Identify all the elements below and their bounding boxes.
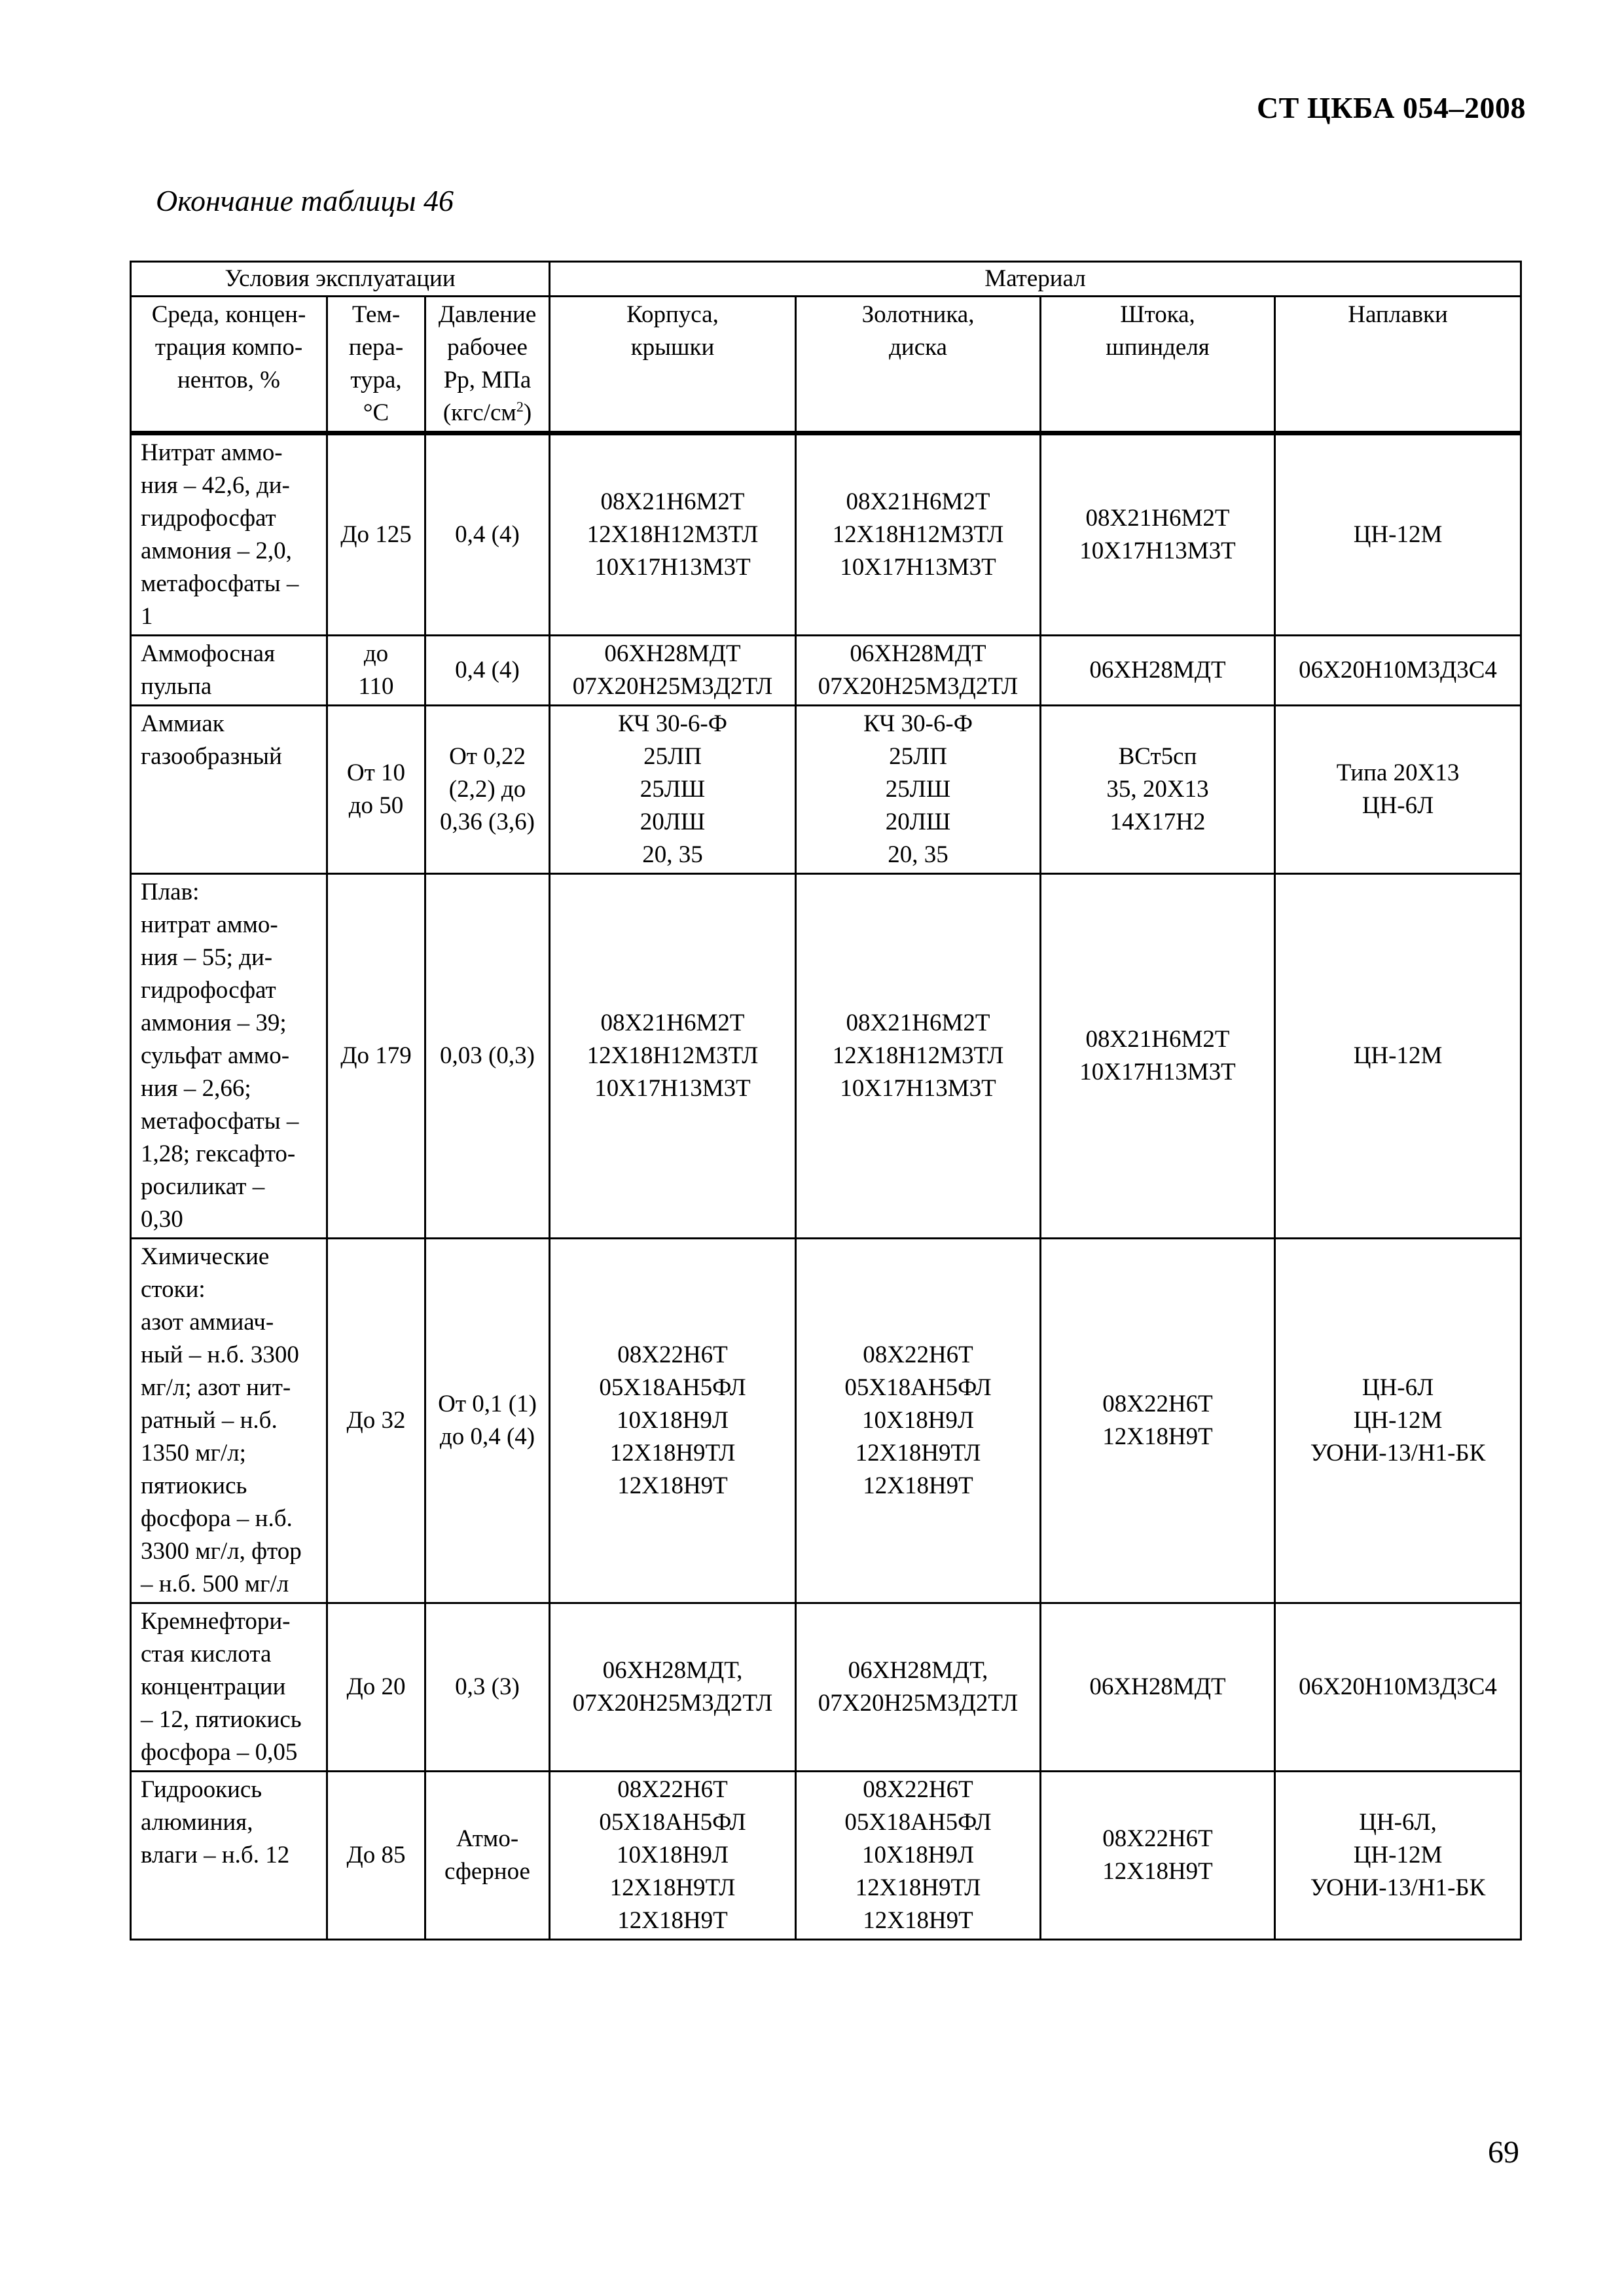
- cell-environment-line: ния – 42,6, ди-: [141, 472, 290, 499]
- cell-pressure: [425, 874, 550, 1239]
- cell-spool-material: [796, 1239, 1041, 1603]
- cell-spool-material-line: 12Х18Н9ТЛ: [855, 1874, 981, 1901]
- cell-spool-material-line: 06ХН28МДТ: [850, 640, 986, 667]
- cell-environment-line: стоки:: [141, 1276, 206, 1303]
- cell-environment-line: концентрации: [141, 1673, 286, 1700]
- cell-body-material: [550, 1239, 796, 1603]
- cell-temperature-line: 110: [358, 673, 394, 700]
- cell-temperature-line: До 20: [346, 1673, 406, 1700]
- cell-pressure: [425, 1772, 550, 1940]
- cell-stem-material-line: 06ХН28МДТ: [1089, 657, 1226, 683]
- cell-surfacing-material-line: ЦН-12М: [1353, 1042, 1443, 1069]
- cell-pressure: [425, 1603, 550, 1772]
- col-header-stem: [1041, 297, 1275, 433]
- cell-environment-line: Аммофосная: [141, 640, 276, 667]
- col-header-environment-line: трация компо-: [154, 334, 303, 361]
- table-row: [131, 1603, 1521, 1772]
- cell-environment: [131, 1603, 327, 1772]
- cell-spool-material-line: 07Х20Н25М3Д2ТЛ: [818, 1690, 1019, 1717]
- cell-environment-line: Плав:: [141, 879, 200, 905]
- cell-stem-material: [1041, 1603, 1275, 1772]
- cell-environment-line: росиликат –: [141, 1173, 265, 1200]
- cell-environment-line: 1,28; гексафто-: [141, 1140, 296, 1167]
- cell-surfacing-material-line: ЦН-12М: [1353, 1842, 1443, 1868]
- pressure-unit-exponent: 2: [516, 398, 524, 415]
- cell-surfacing-material-line: ЦН-6Л,: [1359, 1809, 1437, 1836]
- cell-spool-material-line: 05Х18АН5ФЛ: [844, 1809, 992, 1836]
- cell-environment-line: – н.б. 500 мг/л: [141, 1571, 289, 1597]
- cell-environment-line: фосфора – 0,05: [141, 1739, 298, 1766]
- cell-spool-material-line: 10Х17Н13М3Т: [840, 554, 996, 581]
- cell-environment-line: метафосфаты –: [141, 1108, 299, 1135]
- cell-temperature-line: до: [363, 640, 389, 667]
- cell-spool-material: [796, 1772, 1041, 1940]
- cell-spool-material-line: 05Х18АН5ФЛ: [844, 1374, 992, 1401]
- cell-surfacing-material: [1275, 636, 1521, 706]
- table-row: [131, 706, 1521, 874]
- cell-environment-line: 3300 мг/л, фтор: [141, 1538, 302, 1565]
- table-caption: Окончание таблицы 46: [156, 184, 454, 217]
- cell-surfacing-material-line: 06Х20Н10М3Д3С4: [1299, 1673, 1497, 1700]
- group-header-material: Материал: [550, 262, 1521, 297]
- cell-spool-material-line: 12Х18Н9Т: [863, 1472, 973, 1499]
- cell-body-material-line: 10Х17Н13М3Т: [594, 554, 751, 581]
- cell-environment-line: ния – 55; ди-: [141, 944, 273, 971]
- cell-spool-material-line: 10Х18Н9Л: [861, 1407, 975, 1434]
- cell-environment-line: гидрофосфат: [141, 505, 276, 532]
- cell-surfacing-material-line: ЦН-12М: [1353, 521, 1443, 548]
- cell-body-material: [550, 1603, 796, 1772]
- cell-stem-material-line: 08Х21Н6М2Т: [1085, 1026, 1230, 1053]
- cell-body-material-line: 08Х22Н6Т: [617, 1341, 728, 1368]
- cell-body-material-line: 06ХН28МДТ: [604, 640, 741, 667]
- cell-stem-material: [1041, 1772, 1275, 1940]
- cell-spool-material-line: 20ЛШ: [885, 809, 951, 835]
- cell-stem-material: [1041, 433, 1275, 636]
- cell-environment-line: фосфора – н.б.: [141, 1505, 293, 1532]
- cell-environment-line: Аммиак: [141, 710, 225, 737]
- cell-temperature-line: От 10: [346, 759, 406, 786]
- col-header-spool: [796, 297, 1041, 433]
- cell-body-material-line: 05Х18АН5ФЛ: [599, 1809, 746, 1836]
- cell-spool-material-line: КЧ 30-6-Ф: [863, 710, 973, 737]
- cell-environment-line: стая кислота: [141, 1641, 272, 1667]
- cell-stem-material: [1041, 1239, 1275, 1603]
- cell-temperature-line: до 50: [348, 792, 404, 819]
- cell-body-material-line: 12Х18Н12М3ТЛ: [586, 521, 759, 548]
- document-id: СТ ЦКБА 054–2008: [1256, 91, 1526, 124]
- col-header-temperature-line: пера-: [348, 334, 404, 361]
- cell-body-material-line: 08Х21Н6М2Т: [600, 488, 745, 515]
- cell-pressure-line: 0,03 (0,3): [440, 1042, 535, 1069]
- cell-body-material-line: 20ЛШ: [640, 809, 706, 835]
- cell-spool-material: [796, 874, 1041, 1239]
- cell-environment-line: нитрат аммо-: [141, 911, 278, 938]
- cell-body-material-line: 25ЛШ: [640, 776, 706, 803]
- col-header-pressure-line: Рр, МПа: [443, 367, 532, 393]
- cell-environment: [131, 874, 327, 1239]
- cell-environment: [131, 636, 327, 706]
- col-header-body-line: крышки: [630, 334, 715, 361]
- cell-body-material-line: 10Х18Н9Л: [616, 1842, 729, 1868]
- cell-spool-material-line: 07Х20Н25М3Д2ТЛ: [818, 673, 1019, 700]
- cell-surfacing-material: [1275, 1603, 1521, 1772]
- col-header-spool-line: диска: [889, 334, 947, 361]
- col-header-pressure-unit: [431, 397, 543, 429]
- cell-surfacing-material-line: УОНИ-13/Н1-БК: [1310, 1874, 1486, 1901]
- col-header-spool-line: Золотника,: [861, 301, 975, 328]
- cell-body-material-line: 12Х18Н9ТЛ: [609, 1440, 736, 1467]
- cell-stem-material-line: 10Х17Н13М3Т: [1079, 1059, 1236, 1085]
- cell-spool-material-line: 10Х18Н9Л: [861, 1842, 975, 1868]
- cell-body-material: [550, 1772, 796, 1940]
- cell-surfacing-material-line: УОНИ-13/Н1-БК: [1310, 1440, 1486, 1467]
- cell-stem-material-line: 12Х18Н9Т: [1102, 1423, 1213, 1450]
- cell-stem-material-line: 08Х22Н6Т: [1102, 1391, 1213, 1417]
- page-number: 69: [1488, 2135, 1519, 2170]
- cell-pressure-line: Атмо-: [456, 1825, 519, 1852]
- cell-spool-material: [796, 1603, 1041, 1772]
- cell-environment-line: ный – н.б. 3300: [141, 1341, 299, 1368]
- cell-body-material-line: 12Х18Н12М3ТЛ: [586, 1042, 759, 1069]
- cell-spool-material-line: 08Х21Н6М2Т: [846, 488, 990, 515]
- cell-environment-line: алюминия,: [141, 1809, 253, 1836]
- cell-environment: [131, 433, 327, 636]
- table-row: [131, 636, 1521, 706]
- cell-body-material-line: 05Х18АН5ФЛ: [599, 1374, 746, 1401]
- cell-environment-line: Кремнефтори-: [141, 1608, 291, 1635]
- cell-pressure: [425, 706, 550, 874]
- cell-pressure-line: От 0,1 (1): [438, 1391, 537, 1417]
- pressure-unit-text: (кгс/см: [442, 399, 516, 426]
- cell-environment-line: газообразный: [141, 743, 282, 770]
- cell-surfacing-material: [1275, 1772, 1521, 1940]
- cell-environment-line: ния – 2,66;: [141, 1075, 251, 1102]
- cell-stem-material-line: 14Х17Н2: [1110, 809, 1206, 835]
- cell-spool-material-line: 12Х18Н12М3ТЛ: [832, 521, 1004, 548]
- cell-body-material-line: 12Х18Н9Т: [617, 1907, 728, 1934]
- cell-spool-material: [796, 706, 1041, 874]
- cell-body-material-line: 08Х21Н6М2Т: [600, 1010, 745, 1036]
- cell-temperature: [327, 706, 425, 874]
- col-header-environment-line: Среда, концен-: [151, 301, 306, 328]
- column-header-row: [131, 297, 1521, 433]
- cell-body-material: [550, 874, 796, 1239]
- col-header-stem-line: Штока,: [1120, 301, 1195, 328]
- cell-environment-line: гидрофосфат: [141, 977, 276, 1004]
- table-row: [131, 874, 1521, 1239]
- table-row: [131, 433, 1521, 636]
- cell-environment-line: пульпа: [141, 673, 212, 700]
- cell-temperature-line: До 85: [346, 1842, 406, 1868]
- materials-table: [130, 261, 1522, 1941]
- cell-body-material-line: 12Х18Н9ТЛ: [609, 1874, 736, 1901]
- cell-pressure-line: 0,4 (4): [455, 521, 520, 548]
- cell-environment-line: 0,30: [141, 1206, 183, 1233]
- cell-surfacing-material: [1275, 874, 1521, 1239]
- cell-temperature-line: До 179: [340, 1042, 412, 1069]
- pressure-unit-close: ): [523, 399, 532, 426]
- cell-spool-material-line: 08Х21Н6М2Т: [846, 1010, 990, 1036]
- cell-surfacing-material-line: Типа 20Х13: [1336, 759, 1460, 786]
- cell-stem-material-line: 06ХН28МДТ: [1089, 1673, 1226, 1700]
- cell-environment-line: аммония – 39;: [141, 1010, 287, 1036]
- cell-body-material-line: КЧ 30-6-Ф: [618, 710, 727, 737]
- cell-environment-line: Гидроокись: [141, 1776, 262, 1803]
- cell-temperature: [327, 1603, 425, 1772]
- cell-surfacing-material: [1275, 706, 1521, 874]
- col-header-environment: [131, 297, 327, 433]
- cell-environment: [131, 706, 327, 874]
- cell-stem-material-line: 35, 20Х13: [1106, 776, 1209, 803]
- cell-pressure: [425, 433, 550, 636]
- cell-environment-line: пятиокись: [141, 1472, 247, 1499]
- cell-stem-material-line: 08Х22Н6Т: [1102, 1825, 1213, 1852]
- table-row: [131, 1239, 1521, 1603]
- cell-spool-material-line: 12Х18Н9ТЛ: [855, 1440, 981, 1467]
- cell-stem-material: [1041, 874, 1275, 1239]
- cell-body-material: [550, 433, 796, 636]
- cell-environment-line: влаги – н.б. 12: [141, 1842, 290, 1868]
- col-header-temperature: [327, 297, 425, 433]
- col-header-temperature-line: тура,: [350, 367, 402, 393]
- cell-environment-line: – 12, пятиокись: [141, 1706, 302, 1733]
- cell-spool-material-line: 20, 35: [888, 841, 948, 868]
- cell-spool-material-line: 12Х18Н12М3ТЛ: [832, 1042, 1004, 1069]
- cell-body-material-line: 06ХН28МДТ,: [602, 1657, 743, 1684]
- cell-pressure-line: От 0,22: [449, 743, 526, 770]
- cell-stem-material: [1041, 706, 1275, 874]
- cell-environment-line: ратный – н.б.: [141, 1407, 278, 1434]
- col-header-pressure-line: рабочее: [447, 334, 528, 361]
- col-header-temperature-line: Тем-: [352, 301, 401, 328]
- cell-temperature: [327, 636, 425, 706]
- cell-pressure: [425, 636, 550, 706]
- cell-temperature: [327, 433, 425, 636]
- col-header-temperature-line: °С: [363, 399, 389, 426]
- cell-temperature-line: До 125: [340, 521, 412, 548]
- cell-surfacing-material: [1275, 1239, 1521, 1603]
- cell-pressure-line: сферное: [444, 1858, 530, 1885]
- cell-spool-material-line: 10Х17Н13М3Т: [840, 1075, 996, 1102]
- col-header-pressure-line: Давление: [438, 301, 537, 328]
- col-header-body: [550, 297, 796, 433]
- col-header-environment-line: нентов, %: [177, 367, 280, 393]
- cell-body-material-line: 08Х22Н6Т: [617, 1776, 728, 1803]
- cell-environment-line: Нитрат аммо-: [141, 439, 283, 466]
- group-header-conditions: Условия эксплуатации: [131, 262, 550, 297]
- cell-environment-line: метафосфаты –: [141, 570, 299, 597]
- cell-temperature: [327, 1239, 425, 1603]
- cell-spool-material-line: 08Х22Н6Т: [863, 1776, 973, 1803]
- cell-surfacing-material: [1275, 433, 1521, 636]
- col-header-surfacing-line: Наплавки: [1348, 301, 1448, 328]
- cell-environment: [131, 1239, 327, 1603]
- cell-environment-line: 1: [141, 603, 153, 630]
- cell-spool-material-line: 06ХН28МДТ,: [848, 1657, 988, 1684]
- cell-body-material-line: 25ЛП: [643, 743, 702, 770]
- cell-spool-material-line: 25ЛШ: [885, 776, 951, 803]
- cell-surfacing-material-line: ЦН-12М: [1353, 1407, 1443, 1434]
- cell-pressure-line: 0,4 (4): [455, 657, 520, 683]
- cell-surfacing-material-line: ЦН-6Л: [1362, 1374, 1434, 1401]
- cell-temperature: [327, 1772, 425, 1940]
- col-header-body-line: Корпуса,: [626, 301, 719, 328]
- cell-pressure-line: 0,3 (3): [455, 1673, 520, 1700]
- cell-environment-line: сульфат аммо-: [141, 1042, 290, 1069]
- cell-body-material: [550, 636, 796, 706]
- group-header-row: [131, 262, 1521, 297]
- cell-spool-material-line: 12Х18Н9Т: [863, 1907, 973, 1934]
- cell-pressure-line: до 0,4 (4): [439, 1423, 535, 1450]
- cell-body-material: [550, 706, 796, 874]
- cell-surfacing-material-line: ЦН-6Л: [1362, 792, 1434, 819]
- cell-pressure: [425, 1239, 550, 1603]
- col-header-pressure: [425, 297, 550, 433]
- cell-body-material-line: 07Х20Н25М3Д2ТЛ: [572, 1690, 773, 1717]
- cell-environment-line: азот аммиач-: [141, 1309, 274, 1336]
- cell-temperature: [327, 874, 425, 1239]
- cell-body-material-line: 10Х18Н9Л: [616, 1407, 729, 1434]
- cell-surfacing-material-line: 06Х20Н10М3Д3С4: [1299, 657, 1497, 683]
- cell-environment-line: Химические: [141, 1243, 270, 1270]
- cell-environment-line: 1350 мг/л;: [141, 1440, 246, 1467]
- cell-body-material-line: 07Х20Н25М3Д2ТЛ: [572, 673, 773, 700]
- cell-spool-material-line: 25ЛП: [889, 743, 947, 770]
- col-header-stem-line: шпинделя: [1106, 334, 1210, 361]
- cell-pressure-line: 0,36 (3,6): [440, 809, 535, 835]
- cell-body-material-line: 20, 35: [642, 841, 703, 868]
- col-header-surfacing: [1275, 297, 1521, 433]
- cell-spool-material-line: 08Х22Н6Т: [863, 1341, 973, 1368]
- cell-stem-material: [1041, 636, 1275, 706]
- cell-environment-line: аммония – 2,0,: [141, 538, 292, 564]
- cell-pressure-line: (2,2) до: [448, 776, 526, 803]
- table-row: [131, 1772, 1521, 1940]
- cell-body-material-line: 10Х17Н13М3Т: [594, 1075, 751, 1102]
- cell-temperature-line: До 32: [346, 1407, 406, 1434]
- cell-body-material-line: 12Х18Н9Т: [617, 1472, 728, 1499]
- cell-spool-material: [796, 433, 1041, 636]
- cell-spool-material: [796, 636, 1041, 706]
- cell-stem-material-line: 12Х18Н9Т: [1102, 1858, 1213, 1885]
- cell-environment-line: мг/л; азот нит-: [141, 1374, 291, 1401]
- cell-stem-material-line: 10Х17Н13М3Т: [1079, 538, 1236, 564]
- cell-environment: [131, 1772, 327, 1940]
- table-body: [131, 262, 1521, 1940]
- cell-stem-material-line: ВСт5сп: [1118, 743, 1197, 770]
- cell-stem-material-line: 08Х21Н6М2Т: [1085, 505, 1230, 532]
